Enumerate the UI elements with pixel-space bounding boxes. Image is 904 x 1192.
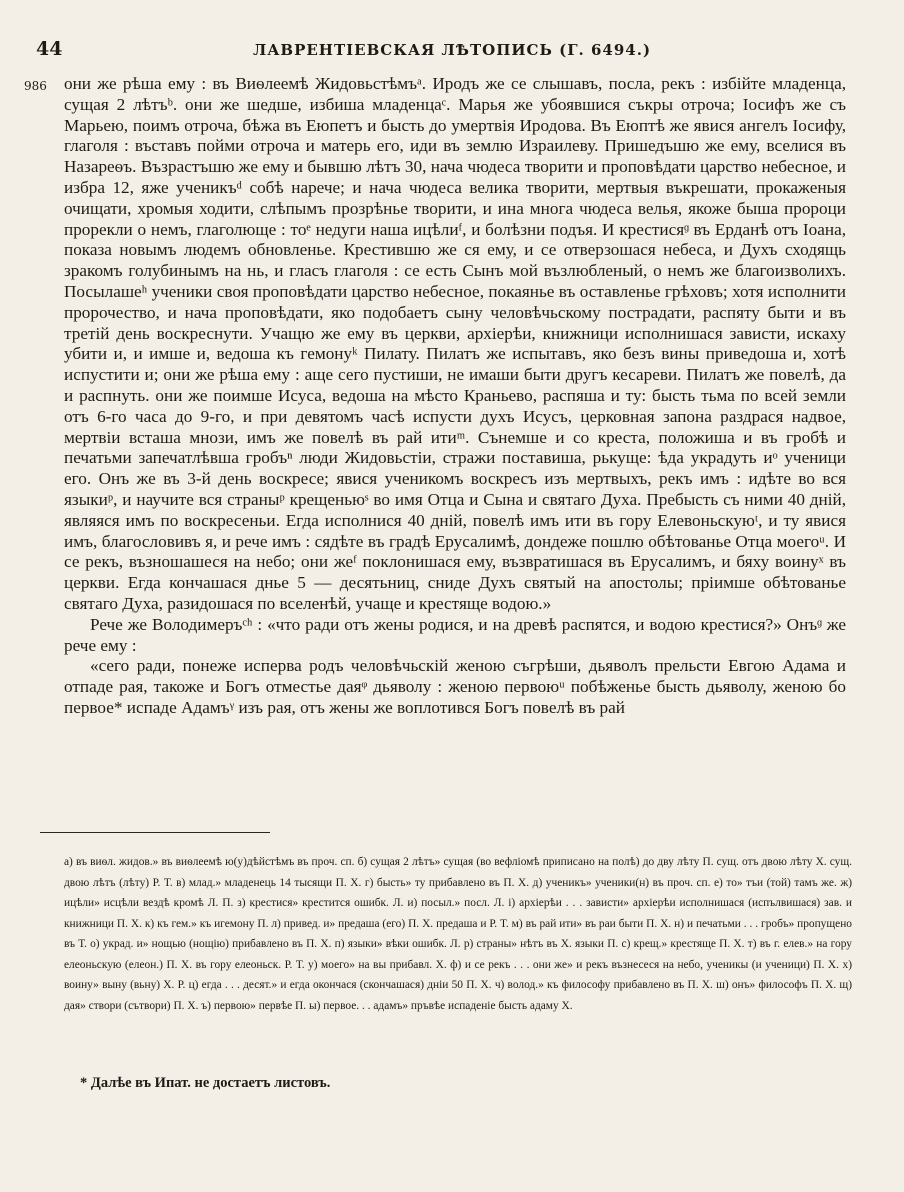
page-number: 44 [36, 38, 63, 60]
endnote: * Далѣе въ Ипат. не достаетъ листовъ. [80, 1075, 331, 1091]
footnote-divider [40, 832, 270, 833]
running-head: ЛАВРЕНТІЕВСКАЯ ЛѢТОПИСЬ (Г. 6494.) [252, 41, 652, 59]
paragraph-question: Рече же Володимеръᶜʰ : «что ради отъ жены родися, и на древѣ распятся, и водою крестися?» Онъᶢ же рече ему : [64, 614, 846, 655]
main-text [64, 74, 846, 719]
paragraph-answer: «сего ради, понеже исперва родъ человѣчьскій женою съгрѣши, дьяволъ прельсти Евгою Адама и отпаде рая, такоже и Богъ отместье даяᵠ дьяволу : женою первоюᵘ побѣженье бысть дьяволу, женою бо первое* испаде Адамъᵞ изъ рая, отъ жены же воплотився Богъ повелѣ въ рай [64, 656, 846, 717]
footnote-apparatus: а) въ виѳл. жидов.» въ виѳлеемѣ ю(у)дѣйстѣмъ въ проч. сп. б) сущая 2 лѣтъ» сущая (во вефлiомѣ приписано на полѣ) до дву лѣту П. сущ. отъ двою лѣту Х. сущ. двою лѣтъ (лѣту) Р. Т. в) млад.» младенець 14 тысящи П. Х. г) бысть» ту прибавлено въ П. Х. д) ученикъ» ученики(н) въ проч. сп. е) то» тъи (той) тамъ же. ж) ицѣли» исцѣли вездѣ кромѣ Л. П. з) крестися» крестится ошибк. Л. и) посыл.» посл. Л. і) архіерѣи . . . зависти» архіерѣи исполнишася (испълвишася) зав. и книжници П. Х. к) къ гем.» къ игемону П. л) привед. и» предаша (его) П. Х. предаша и Р. Т. м) въ рай ити» въ раи быти П. Х. н) и печатьми . . . гробъ» пропущено въ Т. о) украд. и» нощью (нощію) прибавлено въ П. Х. п) языки» вѣки ошибк. Л. р) страны» нѣтъ въ Х. языки П. с) крещ.» крестяще П. Х. т) въ г. елев.» на гору елеоньскую (елеон.) П. Х. въ гору елеоньск. Р. Т. у) моего» на вы прибавл. Х. ф) и се рекъ . . . они же» и рекъ възнесеся на небо, ученикы (и ученици) П. Х. х) воину» выну (вьну) Х. Р. ц) егда . . . десят.» и егда окончася (скончашася) днiи 50 П. Х. ч) волод.» къ философу прибавлено въ П. Х. ш) онъ» философъ П. Х. щ) дая» створи (сътвори) П. Х. ъ) первою» первѣе П. ы) первое. . . адамъ» пръвѣе испаденіе бысть адаму Х. [64, 856, 852, 1012]
margin-year-number: 986 [24, 79, 47, 93]
footnotes [64, 852, 852, 1016]
paragraph-creed: они же рѣша ему : въ Виѳлеемѣ Жидовьстѣмъᵃ. Иродъ же се слышавъ, посла, рекъ : избійте младенца, сущая 2 лѣтъᵇ. они же шедше, избиша младенцаᶜ. Марья же убоявшися съкры отроча; Іосифъ же съ Марьею, поимъ отроча, бѣжа въ Еюпетъ и бысть до умертвія Иродова. Въ Еюптѣ же явися ангелъ Іосифу, глаголя : въставъ пойми отроча и матерь его, иди въ землю Израилеву. Пришедъшю же ему, вселися въ Назареѳъ. Възрастъшю же ему и бывшю лѣтъ 30, нача чюдеса творити и проповѣдати царство небесное, и избра 12, яже ученикъᵈ собѣ нарече; и нача чюдеса велика творити, мертвыя въкрешати, прокаженыя очищати, хромыя ходити, слѣпымъ прозрѣнье творити, и ина многа чюдеса велья, якоже быша пророци прорекли о немъ, глаголюще : тоᵉ недуги наша ицѣлиᶠ, и болѣзни подъя. И крестисяᶢ въ Ерданѣ отъ Іоана, показа новымъ людемъ обновленье. Крестившю же ся ему, и се отверзошася небеса, и Духъ сходящь зракомъ голубинымъ на нь, и гласъ глаголя : се есть Сынъ мой възлюбленый, о немъ же благоизволихъ. Посылашеʰ ученики своя проповѣдати царство небесное, покаянье въ оставленье грѣховъ; хотя исполнити пророчество, и нача проповѣдати, яко подобаетъ сыну человѣчьскому пострадати, распяту быти и въ третій день воскреснути. Учащю же ему въ церкви, архіерѣи, книжници исполнишася зависти, искаху убити и, и имше и, ведоша къ гемонуᵏ Пилату. Пилатъ же испытавъ, яко безъ вины приведоша и, хотѣ испустити и; они же рѣша ему : аще сего пустиши, не имаши быти другъ кесареви. Пилатъ же повелѣ, да и распнуть. они же поимше Исуса, ведоша на мѣсто Краньево, распяша и ту: бысть тьма по всей земли отъ 6-го часа до 9-го, и при девятомъ часѣ испусти духъ Исусъ, церковная запона раздрася надвое, мертвіи всташа мнози, имъ же повелѣ въ рай итиᵐ. Сънемше и со креста, положиша и въ гробѣ и печатьми запечатлѣвша гробъⁿ люди Жидовьстіи, стражи поставиша, рькуще: ѣда украдуть иᵒ ученици его. Онъ же въ 3-й день воскресе; явися ученикомъ воскресъ изъ мертвыхъ, рекъ имъ : идѣте во вся языкиᵖ, и научите вся страныᵖ крещеньюˢ во имя Отца и Сына и святаго Духа. Пребысть съ ними 40 дній, являяся имъ по воскресеньи. Егда исполнися 40 дній, повелѣ имъ ити въ гору Елевоньскуюᵗ, и ту явися имъ, благословивъ я, и рече имъ : сядѣте въ градѣ Ерусалимѣ, дондеже пошлю обѣтованье Отца моегоᵘ. И се рекъ, възношашеся на небо; они жеᶠ поклонишася ему, възвратишася въ Ерусалимъ, и бяху воинуˣ въ церкви. Егда кончашася днье 5 — десятьниц, сниде Духъ святый на апостолы; пріимше обѣтованье святаго Духа, разидошася по вселенѣй, учаще и крестяще водою.» [64, 74, 846, 613]
page-header [36, 38, 868, 62]
